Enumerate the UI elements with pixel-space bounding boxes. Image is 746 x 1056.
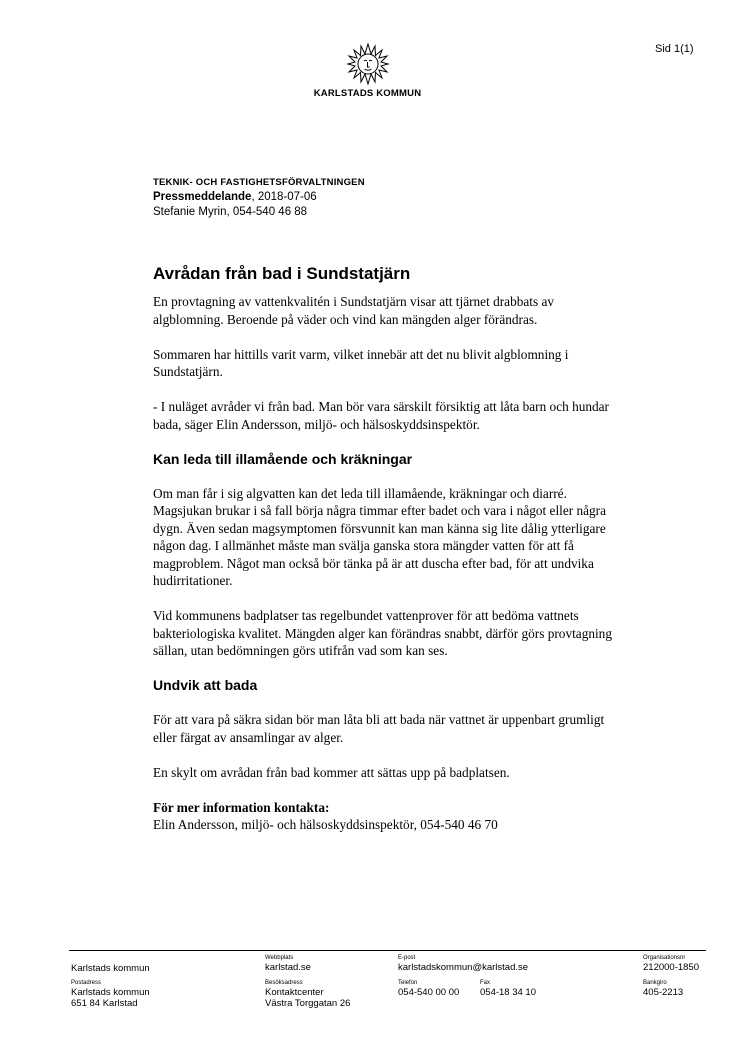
footer-phone-value: 054-540 00 00 (398, 987, 460, 998)
press-line (153, 190, 365, 205)
contact-line: Elin Andersson, miljö- och hälsoskyddsinspektör, 054-540 46 70 (153, 817, 498, 832)
sun-logo-icon (346, 42, 390, 86)
footer-name-text: Karlstads kommun (71, 963, 150, 974)
contact-heading: För mer information kontakta: (153, 799, 330, 815)
footer-email-link[interactable]: karlstadskommun@karlstad.se (398, 962, 529, 973)
footer-web-label: Webbplats (265, 955, 294, 961)
footer-visit-label: Besöksadress (265, 980, 303, 986)
footer-org-value: 212000-1850 (643, 962, 699, 973)
footer-post-label: Postadress (71, 980, 102, 986)
section-heading: Undvik att bada (153, 677, 258, 693)
footer-visit (265, 980, 350, 1009)
author: Stefanie Myrin, 054-540 46 88 (153, 206, 308, 218)
footer-bank (643, 980, 683, 998)
footer-bank-label: Bankgiro (643, 980, 667, 986)
footer-visit-line: Kontaktcenter (265, 987, 324, 998)
footer-bank-value: 405-2213 (643, 987, 684, 998)
press-label: Pressmeddelande (153, 191, 252, 203)
press-date: , 2018-07-06 (251, 191, 317, 203)
paragraph: Om man får i sig algvatten kan det leda till illamående, kräkningar och diarré. Magsjukan brukar i så fall börja några timmar efter badet och vara i något eller några dygn. Även sedan magsymptomen försvunnit kan man känna sig lite dålig ytterligare någon dag. I allmänhet måste man svälja ganska stora mängder vatten för att få magproblem. Något man också bör tänka på är att duscha efter bad, för att undvika hudirritationer. (153, 485, 607, 588)
paragraph: En skylt om avrådan från bad kommer att sättas upp på badplatsen. (153, 764, 510, 780)
footer-web-link[interactable]: karlstad.se (265, 962, 311, 973)
page-title: Avrådan från bad i Sundstatjärn (153, 264, 411, 283)
paragraph: Vid kommunens badplatser tas regelbundet vattenprover för att bedöma vattnets bakteriologiska kvalitet. Mängden alger kan förändras snabbt, därför görs provtagning sällan, utan bedömningen görs utifrån vad som kan ses. (153, 608, 612, 658)
footer (69, 950, 706, 1009)
article (153, 264, 623, 834)
footer-visit-line: Västra Torggatan 26 (265, 998, 351, 1009)
contact-block (153, 799, 623, 834)
footer-fax (480, 980, 536, 998)
footer-phone (398, 980, 459, 998)
department: TEKNIK- OCH FASTIGHETSFÖRVALTNINGEN (153, 177, 365, 188)
footer-post (71, 980, 150, 1009)
footer-fax-label: Fax (480, 980, 491, 986)
press-meta (153, 175, 365, 220)
paragraph: För att vara på säkra sidan bör man låta bli att bada när vattnet är uppenbart grumligt eller färgat av ansamlingar av alger. (153, 712, 605, 745)
footer-post-line: Karlstads kommun (71, 987, 150, 998)
footer-web (265, 955, 311, 973)
footer-org (643, 955, 699, 973)
footer-email-label: E-post (398, 955, 416, 961)
footer-fax-value: 054-18 34 10 (480, 987, 536, 998)
footer-org-label: Organisationsnr (643, 955, 686, 961)
footer-email (398, 955, 528, 973)
page-number: Sid 1(1) (655, 43, 694, 55)
footer-phone-label: Telefon (398, 980, 418, 986)
paragraph: Sommaren har hittills varit varm, vilket innebär att det nu blivit algblomning i Sundstatjärn. (153, 346, 569, 379)
paragraph: - I nuläget avråder vi från bad. Man bör vara särskilt försiktig att låta barn och hundar bada, säger Elin Andersson, miljö- och hälsoskyddsinspektör. (153, 399, 609, 432)
section-heading: Kan leda till illamående och kräkningar (153, 450, 413, 467)
footer-post-line: 651 84 Karlstad (71, 998, 138, 1009)
logo (300, 42, 435, 99)
logo-text: KARLSTADS KOMMUN (313, 88, 422, 99)
footer-name (71, 963, 150, 974)
paragraph: En provtagning av vattenkvalitén i Sundstatjärn visar att tjärnet drabbats av algblomning. Beroende på väder och vind kan mängden alger förändras. (153, 294, 555, 327)
